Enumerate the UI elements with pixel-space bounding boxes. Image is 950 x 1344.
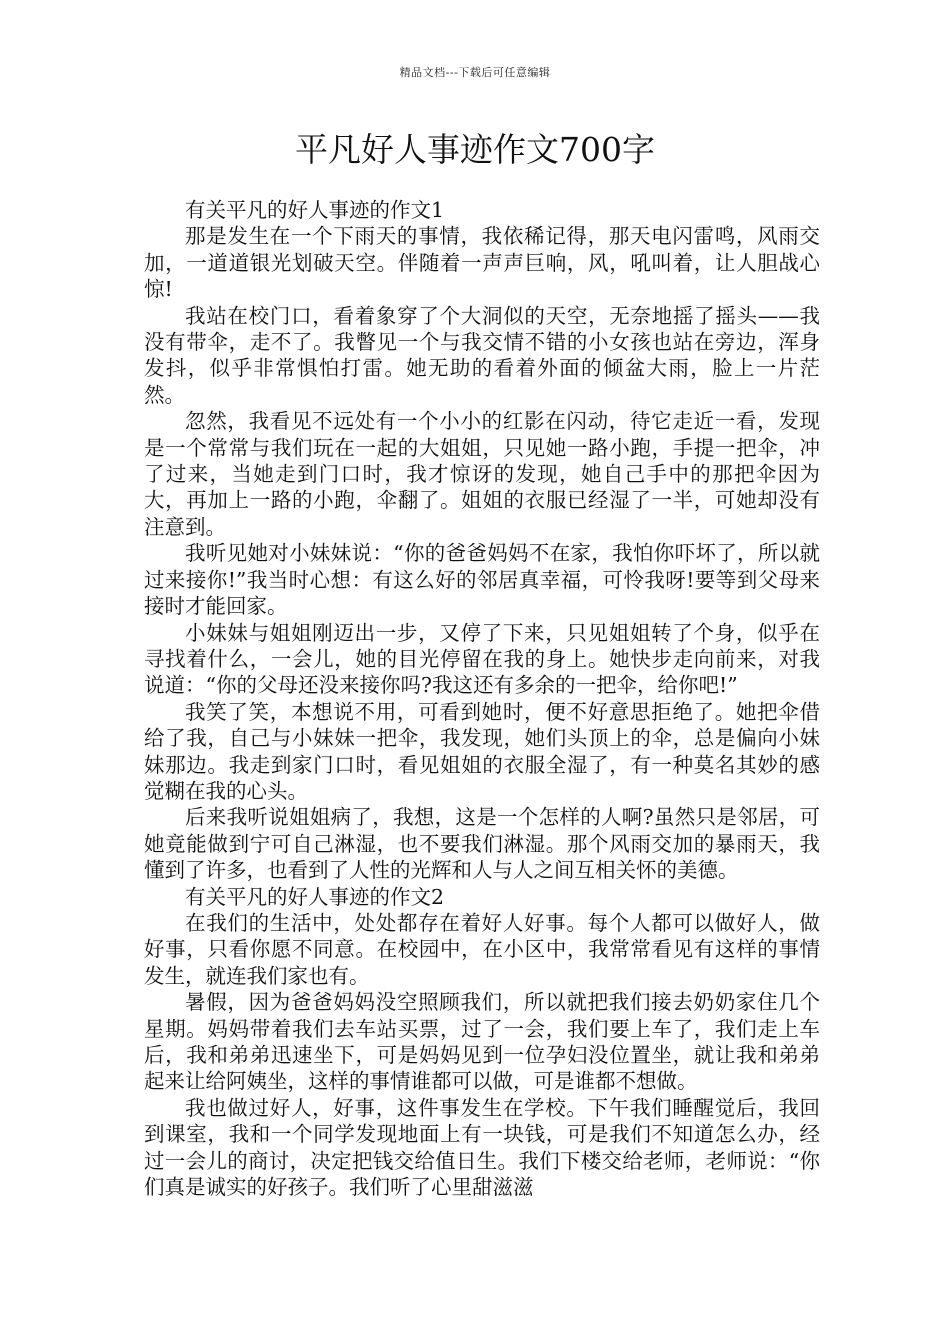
page-title: 平凡好人事迹作文700字 xyxy=(295,130,655,169)
paragraph: 暑假，因为爸爸妈妈没空照顾我们，所以就把我们接去奶奶家住几个星期。妈妈带着我们去车站买票，过了一会，我们要上车了，我们走上车后，我和弟弟迅速坐下，可是妈妈见到一位孕妇没位置坐，就让我和弟弟起来让给阿姨坐，这样的事情谁都可以做，可是谁都不想做。 xyxy=(144,990,820,1094)
section-heading-1: 有关平凡的好人事迹的作文1 xyxy=(185,198,445,222)
paragraph: 小妹妹与姐姐刚迈出一步，又停了下来，只见姐姐转了个身，似乎在寻找着什么，一会儿，她的目光停留在我的身上。她快步走向前来，对我说道：“你的父母还没来接你吗?我这还有多余的一把伞，给你吧!” xyxy=(144,620,820,698)
paragraph: 那是发生在一个下雨天的事情，我依稀记得，那天电闪雷鸣，风雨交加，一道道银光划破天空。伴随着一声声巨响，风，吼叫着，让人胆战心惊! xyxy=(144,224,820,302)
paragraph: 我也做过好人，好事，这件事发生在学校。下午我们睡醒觉后，我回到课室，我和一个同学发现地面上有一块钱，可是我们不知道怎么办，经过一会儿的商讨，决定把钱交给值日生。我们下楼交给老师，老师说：“你们真是诚实的好孩子。我们听了心里甜滋滋 xyxy=(144,1095,820,1200)
paragraph: 我站在校门口，看着象穿了个大洞似的天空，无奈地摇了摇头——我没有带伞，走不了。我瞥见一个与我交情不错的小女孩也站在旁边，浑身发抖，似乎非常惧怕打雷。她无助的看着外面的倾盆大雨，脸上一片茫然。 xyxy=(144,303,820,407)
paragraph: 我听见她对小妹妹说：“你的爸爸妈妈不在家，我怕你吓坏了，所以就过来接你!”我当时心想：有这么好的邻居真幸福，可怜我呀!要等到父母来接时才能回家。 xyxy=(144,541,820,619)
paragraph: 忽然，我看见不远处有一个小小的红影在闪动，待它走近一看，发现是一个常常与我们玩在一起的大姐姐，只见她一路小跑，手提一把伞，冲了过来，当她走到门口时，我才惊讶的发现，她自己手中的那把伞因为大，再加上一路的小跑，伞翻了。姐姐的衣服已经湿了一半，可她却没有注意到。 xyxy=(144,409,820,539)
article-body xyxy=(144,197,820,1200)
section-heading-2: 有关平凡的好人事迹的作文2 xyxy=(185,884,445,909)
paragraph: 后来我听说姐姐病了，我想，这是一个怎样的人啊?虽然只是邻居，可她竟能做到宁可自己淋湿，也不要我们淋湿。那个风雨交加的暴雨天，我懂到了许多，也看到了人性的光辉和人与人之间互相关怀的美德。 xyxy=(144,805,820,883)
header-note: 精品文档---下载后可任意编辑 xyxy=(399,66,551,79)
paragraph: 我笑了笑，本想说不用，可看到她时，便不好意思拒绝了。她把伞借给了我，自己与小妹妹一把伞，我发现，她们头顶上的伞，总是偏向小妹妹那边。我走到家门口时，看见姐姐的衣服全湿了，有一种莫名其妙的感觉糊在我的心头。 xyxy=(144,699,820,803)
paragraph: 在我们的生活中，处处都存在着好人好事。每个人都可以做好人，做好事，只看你愿不同意。在校园中，在小区中，我常常看见有这样的事情发生，就连我们家也有。 xyxy=(144,910,820,988)
